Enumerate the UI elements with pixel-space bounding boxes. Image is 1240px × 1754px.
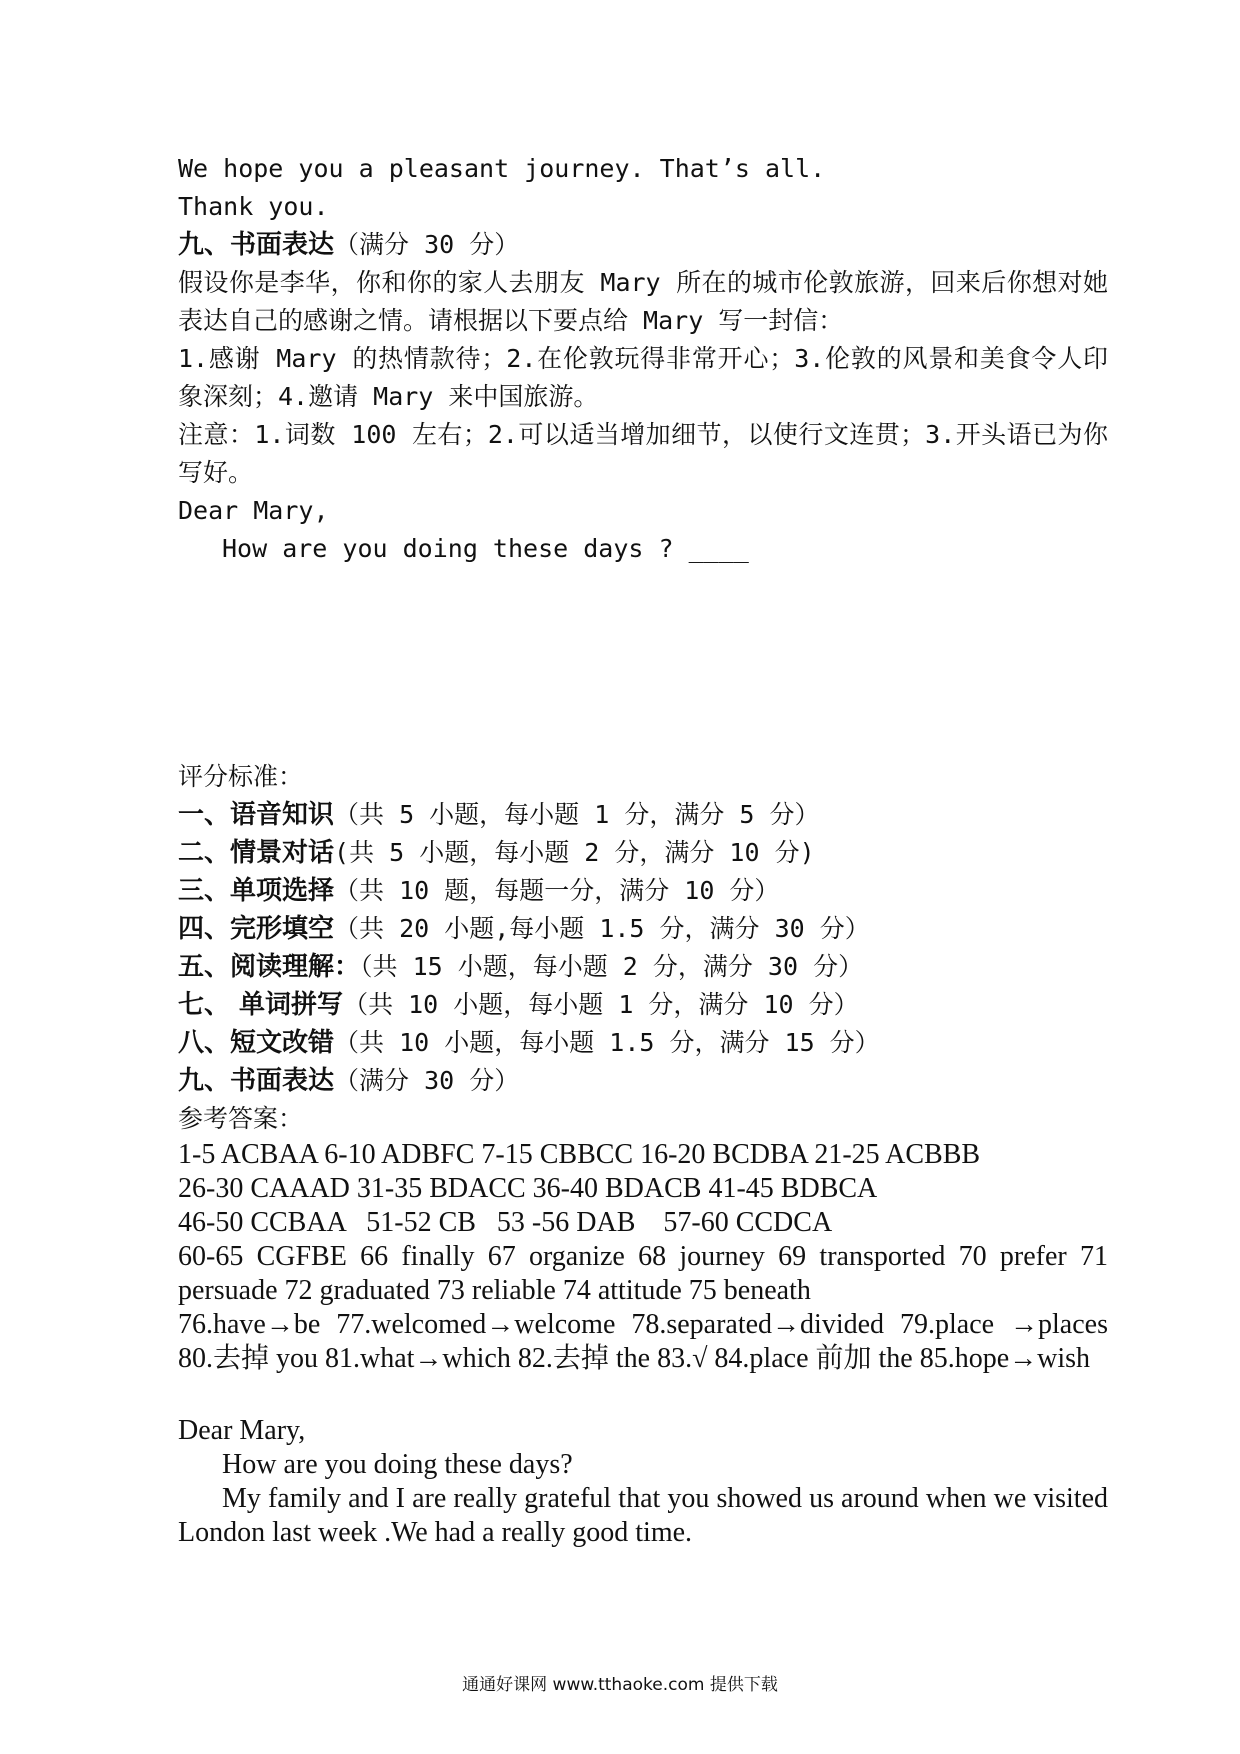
sample-paragraph: My family and I are really grateful that you showed us around when we visited London last week .We had a really good time. xyxy=(178,1483,1108,1548)
closing-sentence: We hope you a pleasant journey. That’s all. xyxy=(178,154,826,183)
letter-opening: How are you doing these days ? ____ xyxy=(222,534,749,563)
scoring-item xyxy=(178,872,1108,910)
scoring-item xyxy=(178,834,1108,872)
writing-notes: 注意：1.词数 100 左右；2.可以适当增加细节，以使行文连贯；3.开头语已为你写好。 xyxy=(178,420,1108,487)
scoring-item-detail: （共 20 小题,每小题 1.5 分，满分 30 分） xyxy=(334,914,870,943)
scoring-item-head: 五、阅读理解： xyxy=(178,952,361,982)
thank-you-line: Thank you. xyxy=(178,192,329,221)
sample-salutation: Dear Mary, xyxy=(178,1415,306,1446)
scoring-item xyxy=(178,1062,1108,1100)
scoring-item-detail: （共 10 小题，每小题 1 分，满分 10 分） xyxy=(343,990,859,1019)
sample-opening: How are you doing these days? xyxy=(222,1449,573,1480)
writing-prompt: 假设你是李华，你和你的家人去朋友 Mary 所在的城市伦敦旅游，回来后你想对她表达自己的感谢之情。请根据以下要点给 Mary 写一封信： xyxy=(178,268,1108,335)
page-footer: 通通好课网 www.tthaoke.com 提供下载 xyxy=(462,1675,778,1695)
scoring-item-head: 四、完形填空 xyxy=(178,914,335,944)
scoring-item-head: 八、短文改错 xyxy=(178,1028,335,1058)
letter-salutation: Dear Mary, xyxy=(178,496,329,525)
scoring-item-detail: （共 5 小题，每小题 1 分，满分 5 分） xyxy=(334,800,820,829)
document-page xyxy=(178,150,1108,1550)
scoring-item-detail: （满分 30 分） xyxy=(334,1066,520,1095)
answers-corrections: 76.have→be 77.welcomed→welcome 78.separated→divided 79.place →places 80.去掉 you 81.what→which 82.去掉 the 83.√ 84.place 前加 the 85.hope→wish xyxy=(178,1309,1108,1374)
scoring-item xyxy=(178,796,1108,834)
answers-line: 26-30 CAAAD 31-35 BDACC 36-40 BDACB 41-45 BDBCA xyxy=(178,1173,878,1204)
scoring-item-head: 七、 单词拼写 xyxy=(178,990,344,1020)
scoring-item-detail: (共 5 小题，每小题 2 分，满分 10 分) xyxy=(334,838,815,867)
answers-vocabulary: 60-65 CGFBE 66 finally 67 organize 68 journey 69 transported 70 prefer 71 persuade 72 graduated 73 reliable 74 attitude 75 beneath xyxy=(178,1241,1108,1306)
writing-points: 1.感谢 Mary 的热情款待；2.在伦敦玩得非常开心；3.伦敦的风景和美食令人印象深刻；4.邀请 Mary 来中国旅游。 xyxy=(178,344,1108,411)
answers-line: 46-50 CCBAA 51-52 CB 53 -56 DAB 57-60 CCDCA xyxy=(178,1207,833,1238)
answers-line: 1-5 ACBAA 6-10 ADBFC 7-15 CBBCC 16-20 BCDBA 21-25 ACBBB xyxy=(178,1139,981,1170)
answers-title: 参考答案： xyxy=(178,1104,304,1133)
scoring-item-head: 一、语音知识 xyxy=(178,800,335,830)
scoring-item xyxy=(178,910,1108,948)
scoring-item xyxy=(178,948,1108,986)
writing-heading xyxy=(178,226,1108,264)
scoring-item-detail: （共 15 小题，每小题 2 分，满分 30 分） xyxy=(360,952,864,981)
scoring-item xyxy=(178,1024,1108,1062)
scoring-item-detail: （共 10 题，每题一分，满分 10 分） xyxy=(334,876,780,905)
writing-heading-score: （满分 30 分） xyxy=(334,230,520,259)
scoring-item-head: 九、书面表达 xyxy=(178,1066,335,1096)
scoring-item-head: 二、情景对话 xyxy=(178,838,335,868)
scoring-list xyxy=(178,796,1108,1100)
scoring-item-head: 三、单项选择 xyxy=(178,876,335,906)
scoring-item xyxy=(178,986,1108,1024)
scoring-item-detail: （共 10 小题，每小题 1.5 分，满分 15 分） xyxy=(334,1028,880,1057)
scoring-title: 评分标准： xyxy=(178,762,304,791)
writing-heading-title: 九、书面表达 xyxy=(178,230,335,260)
